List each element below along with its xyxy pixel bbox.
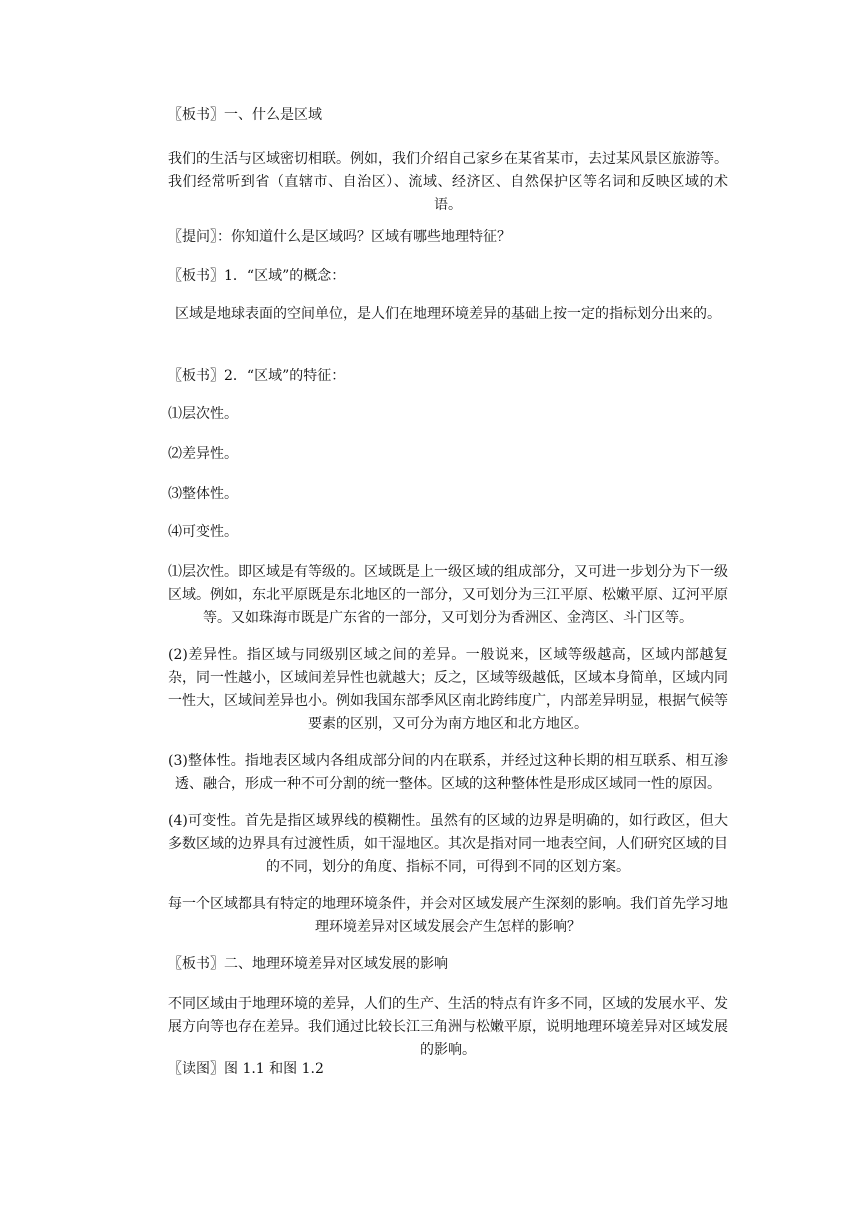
- heading-what-is-region: 〖板书〗一、什么是区域: [168, 107, 322, 123]
- heading-environment-impact: 〖板书〗二、地理环境差异对区域发展的影响: [168, 956, 448, 972]
- read-figure-line: 〖读图〗图 1.1 和图 1.2: [168, 1061, 324, 1077]
- heading-region-concept: 〖板书〗1．“区域”的概念：: [168, 268, 346, 284]
- paragraph-integrity: (3)整体性。指地表区域内各组成部分间的内在联系，并经过这种长期的相互联系、相互渗透、融合，形成一种不可分割的统一整体。区域的这种整体性是形成区域同一性的原因。: [168, 753, 728, 792]
- paragraph-intro: 我们的生活与区域密切相联。例如，我们介绍自己家乡在某省某市，去过某风景区旅游等。我们经常听到省（直辖市、自治区）、流域、经济区、自然保护区等名词和反映区域的术语。: [168, 151, 728, 213]
- paragraph-region-definition: 区域是地球表面的空间单位，是人们在地理环境差异的基础上按一定的指标划分出来的。: [175, 306, 721, 322]
- feature-item-1: ⑴层次性。: [168, 406, 238, 422]
- paragraph-variability: (4)可变性。首先是指区域界线的模糊性。虽然有的区域的边界是明确的，如行政区，但大多数区域的边界具有过渡性质，如干湿地区。其次是指对同一地表空间，人们研究区域的目的不同，划分的角度、指标不同，可得到不同的区划方案。: [168, 813, 728, 875]
- paragraph-transition: 每一个区域都具有特定的地理环境条件，并会对区域发展产生深刻的影响。我们首先学习地理环境差异对区域发展会产生怎样的影响？: [168, 896, 728, 935]
- heading-region-features: 〖板书〗2．“区域”的特征：: [168, 368, 346, 384]
- paragraph-comparison: 不同区域由于地理环境的差异，人们的生产、生活的特点有许多不同，区域的发展水平、发展方向等也存在差异。我们通过比较长江三角洲与松嫩平原，说明地理环境差异对区域发展的影响。: [168, 996, 728, 1058]
- feature-item-4: ⑷可变性。: [168, 524, 238, 540]
- feature-item-2: ⑵差异性。: [168, 446, 238, 462]
- paragraph-hierarchy: ⑴层次性。即区域是有等级的。区域既是上一级区域的组成部分，又可进一步划分为下一级区域。例如，东北平原既是东北地区的一部分，又可划分为三江平原、松嫩平原、辽河平原等。又如珠海市既是广东省的一部分，又可划分为香洲区、金湾区、斗门区等。: [168, 564, 728, 626]
- feature-item-3: ⑶整体性。: [168, 486, 238, 502]
- question-line: 〖提问〗：你知道什么是区域吗？区域有哪些地理特征？: [168, 229, 511, 245]
- paragraph-difference: (2)差异性。指区域与同级别区域之间的差异。一般说来，区域等级越高，区域内部越复杂，同一性越小，区域间差异性也就越大；反之，区域等级越低，区域本身简单，区域内同一性大，区域间差异也小。例如我国东部季风区南北跨纬度广，内部差异明显，根据气候等要素的区别，又可分为南方地区和北方地区。: [168, 647, 728, 732]
